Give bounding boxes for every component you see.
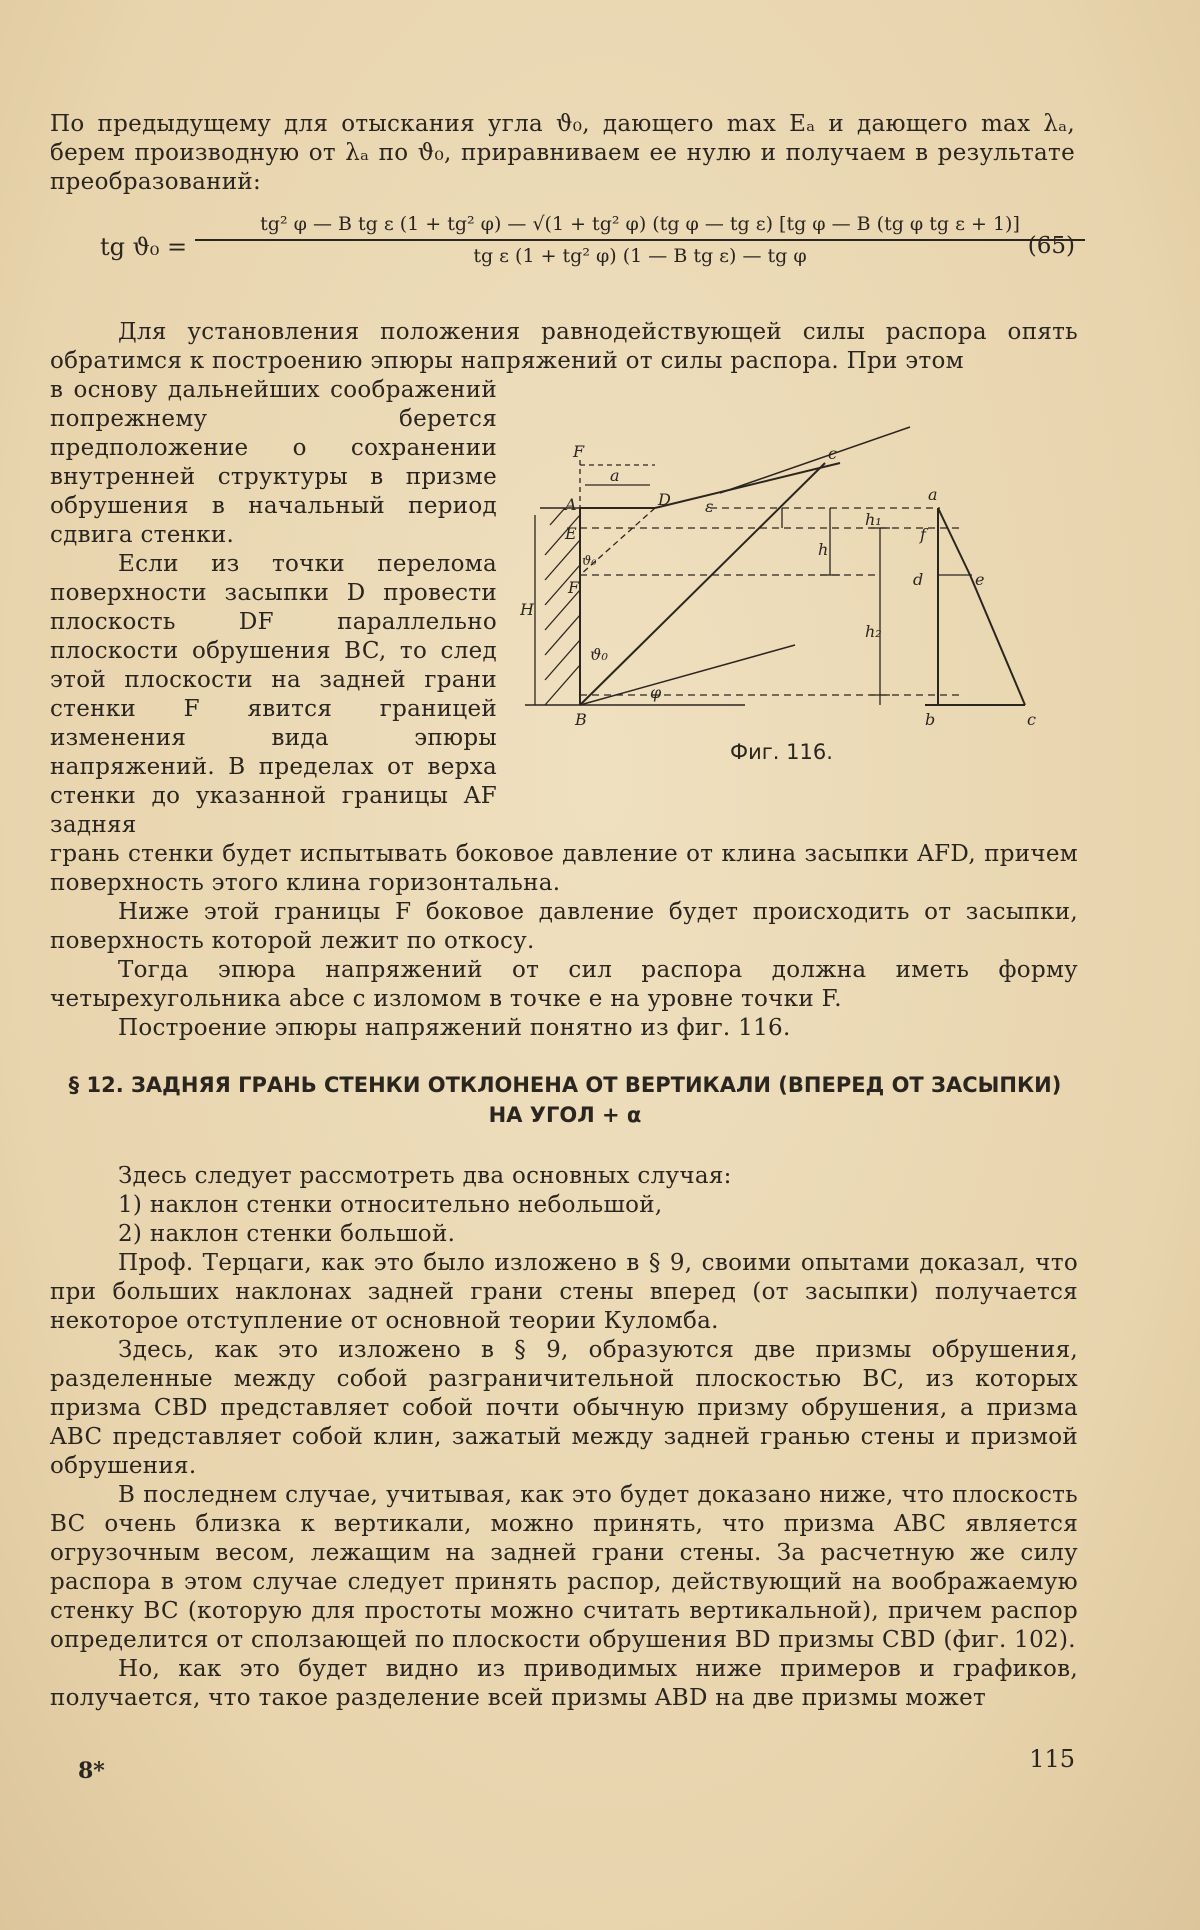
formula-number: (65) [1027, 233, 1075, 259]
formula-65 [95, 213, 1080, 283]
intro-paragraph [50, 110, 1075, 197]
formula-lhs: tg ϑ₀ = [100, 233, 188, 261]
label-theta: ϑ₀ [590, 645, 608, 664]
label-f: f [920, 525, 926, 544]
stress-diagram-top-edge [938, 508, 970, 575]
label-alpha: ϑ₀ [582, 554, 597, 569]
formula-numerator: tg² φ — B tg ε (1 + tg² φ) — √(1 + tg² φ) (tg φ — tg ε) [tg φ — B (tg φ tg ε + 1)] [195, 213, 1085, 241]
figure-116-diagram [520, 415, 1060, 775]
label-d: d [913, 570, 924, 589]
paragraph-case-1: 1) наклон стенки относительно небольшой, [118, 1192, 663, 1218]
surface-slope [655, 463, 840, 508]
section-heading-line1: § 12. ЗАДНЯЯ ГРАНЬ СТЕНКИ ОТКЛОНЕНА ОТ ВЕРТИКАЛИ (ВПЕРЕД ОТ ЗАСЫПКИ) [68, 1073, 1062, 1097]
label-E: E [565, 524, 577, 543]
formula-denominator: tg ε (1 + tg² φ) (1 — B tg ε) — tg φ [473, 245, 807, 267]
paragraph-2-wide: грань стенки будет испытывать боковое давление от клина засыпки AFD, причем поверхность этого клина горизонтальна. [50, 841, 1078, 896]
body-section-2 [50, 1162, 1078, 1713]
paragraph-2-narrow: Если из точки перелома поверхности засыпки D провести плоскость DF параллельно плоскости обрушения BC, то след этой плоскости на задней грани стенки F явится границей изменения вида эпюры напряжений. В пределах от верха стенки до указанной границы AF задняя [50, 551, 497, 838]
formula-fraction [195, 213, 1085, 267]
paragraph-1-wide: Для установления положения равнодействующей силы распора опять обратимся к построению эпюры напряжений от силы распора. При этом [50, 319, 1078, 374]
label-c-top: c [828, 444, 837, 463]
section-heading [50, 1070, 1080, 1130]
stress-diagram-lower-edge [970, 575, 1025, 705]
label-h1: h₁ [865, 510, 882, 529]
label-b: b [925, 710, 936, 729]
paragraph-cases-intro: Здесь следует рассмотреть два основных случая: [118, 1163, 732, 1189]
intro-text: По предыдущему для отыскания угла ϑ₀, дающего max Eₐ и дающего max λₐ, берем производную от λₐ по ϑ₀, приравниваем ее нулю и получаем в результате преобразований: [50, 111, 1075, 195]
paragraph-two-prisms: Здесь, как это изложено в § 9, образуются две призмы обрушения, разделенные между собой разграничительной плоскостью BC, из которых призма CBD представляет собой почти обычную призму обрушения, а призма ABC представляет собой клин, зажатый между задней гранью стены и призмой обрушения. [50, 1337, 1078, 1479]
label-D: D [658, 490, 671, 509]
paragraph-examples: Но, как это будет видно из приводимых ниже примеров и графиков, получается, что такое разделение всей призмы ABD на две призмы может [50, 1656, 1078, 1711]
label-h: h [818, 540, 829, 559]
paragraph-4: Тогда эпюра напряжений от сил распора должна иметь форму четырехугольника abce с изломом в точке e на уровне точки F. [50, 957, 1078, 1012]
failure-plane-BC [580, 463, 825, 705]
label-B: B [575, 710, 587, 729]
printer-signature: 8* [78, 1758, 105, 1784]
label-h2: h₂ [865, 622, 882, 641]
paragraph-case-2: 2) наклон стенки большой. [118, 1221, 456, 1247]
label-H: H [520, 600, 534, 619]
figure-caption: Фиг. 116. [730, 740, 833, 764]
label-epsilon: ε [705, 497, 714, 516]
label-a: a [928, 485, 938, 504]
label-F-mid: F [568, 578, 580, 597]
label-phi: φ [650, 683, 662, 702]
paragraph-terzaghi: Проф. Терцаги, как это было изложено в § 9, своими опытами доказал, что при больших наклонах задней грани стены вперед (от засыпки) получается некоторое отступление от основной теории Куломба. [50, 1250, 1078, 1334]
paragraph-1-narrow: в основу дальнейших соображений попрежнему берется предположение о сохранении внутренней структуры в призме обрушения в начальный период сдвига стенки. [50, 377, 497, 548]
paragraph-3: Ниже этой границы F боковое давление будет происходить от засыпки, поверхность которой лежит по откосу. [50, 899, 1078, 954]
paragraph-last-case: В последнем случае, учитывая, как это будет доказано ниже, что плоскость BC очень близка к вертикали, можно принять, что призма ABC является огрузочным весом, лежащим на задней грани стены. За расчетную же силу распора в этом случае следует принять распор, действующий на воображаемую стенку BC (которую для простоты можно считать вертикальной), причем распор определится от сползающей по плоскости обрушения BD призмы CBD (фиг. 102). [50, 1482, 1078, 1653]
label-F-top: F [573, 442, 585, 461]
label-A: A [565, 495, 577, 514]
paragraph-5: Построение эпюры напряжений понятно из фиг. 116. [118, 1015, 791, 1041]
label-a-dim: a [610, 466, 620, 485]
section-heading-line2: НА УГОЛ + α [488, 1103, 642, 1127]
label-c: c [1027, 710, 1036, 729]
label-e: e [975, 570, 985, 589]
page-number: 115 [1029, 1745, 1075, 1773]
